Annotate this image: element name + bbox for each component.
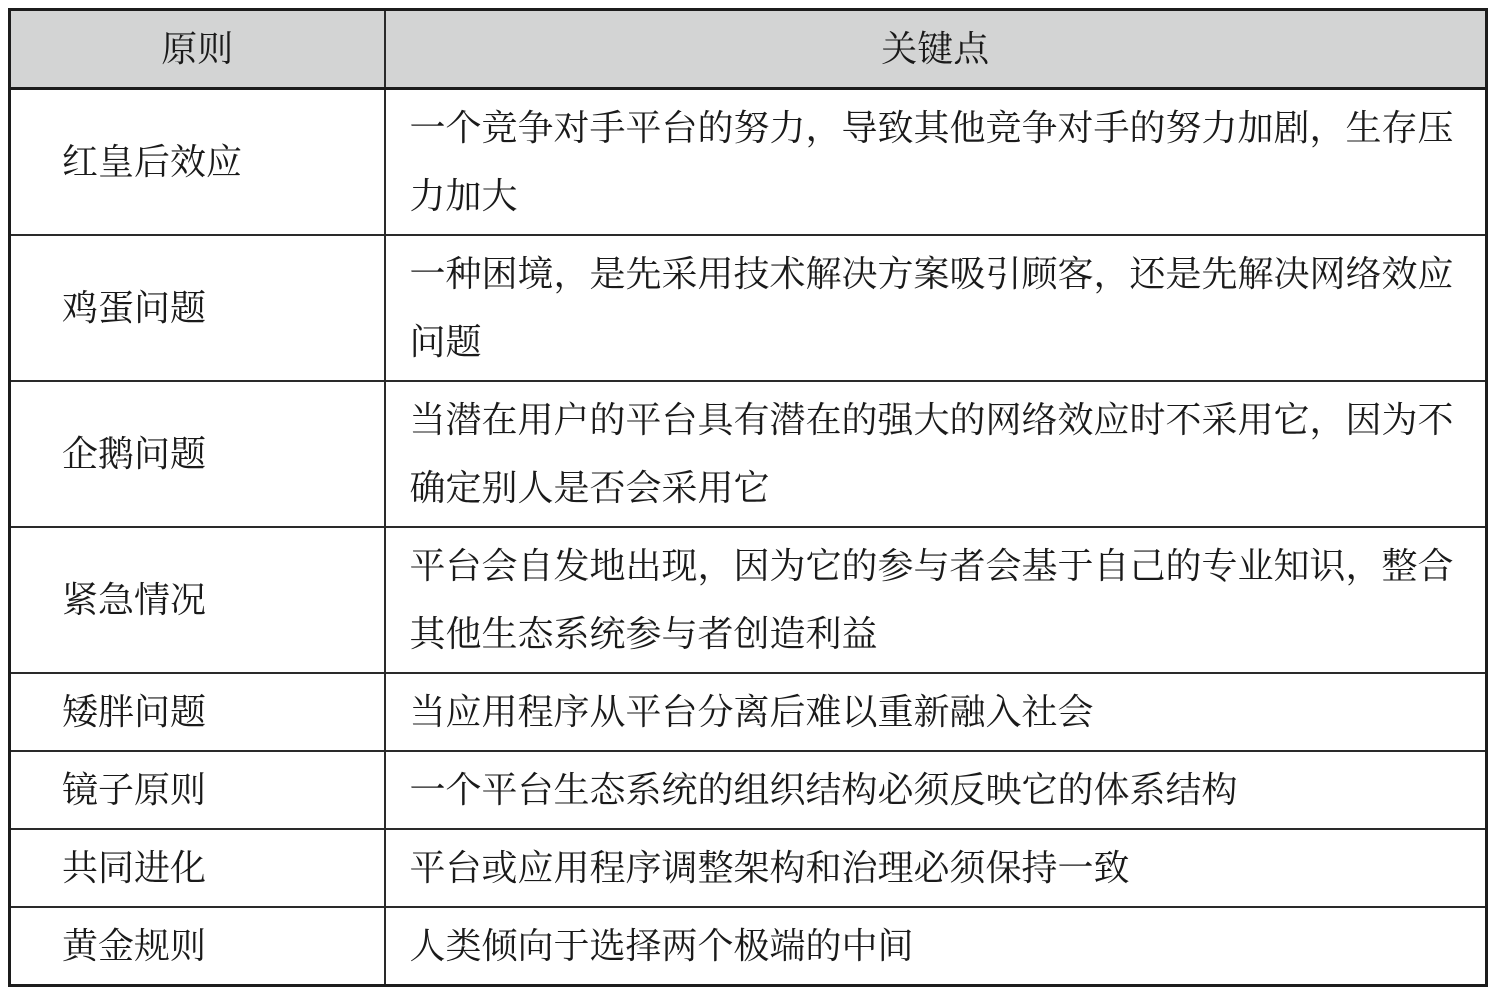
- principle-cell: 红皇后效应: [10, 89, 385, 236]
- principle-cell: 黄金规则: [10, 907, 385, 986]
- table-header-row: [10, 10, 1487, 89]
- table-body: [10, 89, 1487, 986]
- table-row: [10, 89, 1487, 236]
- table-row: [10, 751, 1487, 829]
- keypoint-cell: 当潜在用户的平台具有潜在的强大的网络效应时不采用它，因为不确定别人是否会采用它: [385, 381, 1487, 527]
- principle-cell: 企鹅问题: [10, 381, 385, 527]
- principle-cell: 紧急情况: [10, 527, 385, 673]
- keypoint-cell: 平台会自发地出现，因为它的参与者会基于自己的专业知识，整合其他生态系统参与者创造利益: [385, 527, 1487, 673]
- document-page: [8, 8, 1488, 987]
- column-header-keypoint: 关键点: [385, 10, 1487, 89]
- table-row: [10, 235, 1487, 381]
- column-header-principle: 原则: [10, 10, 385, 89]
- principles-table: [8, 8, 1488, 987]
- keypoint-cell: 一个平台生态系统的组织结构必须反映它的体系结构: [385, 751, 1487, 829]
- table-row: [10, 381, 1487, 527]
- table-row: [10, 527, 1487, 673]
- principle-cell: 鸡蛋问题: [10, 235, 385, 381]
- table-row: [10, 673, 1487, 751]
- keypoint-cell: 人类倾向于选择两个极端的中间: [385, 907, 1487, 986]
- table-row: [10, 829, 1487, 907]
- principle-cell: 共同进化: [10, 829, 385, 907]
- keypoint-cell: 当应用程序从平台分离后难以重新融入社会: [385, 673, 1487, 751]
- keypoint-cell: 一个竞争对手平台的努力，导致其他竞争对手的努力加剧，生存压力加大: [385, 89, 1487, 236]
- principle-cell: 镜子原则: [10, 751, 385, 829]
- keypoint-cell: 一种困境，是先采用技术解决方案吸引顾客，还是先解决网络效应问题: [385, 235, 1487, 381]
- table-row: [10, 907, 1487, 986]
- principle-cell: 矮胖问题: [10, 673, 385, 751]
- keypoint-cell: 平台或应用程序调整架构和治理必须保持一致: [385, 829, 1487, 907]
